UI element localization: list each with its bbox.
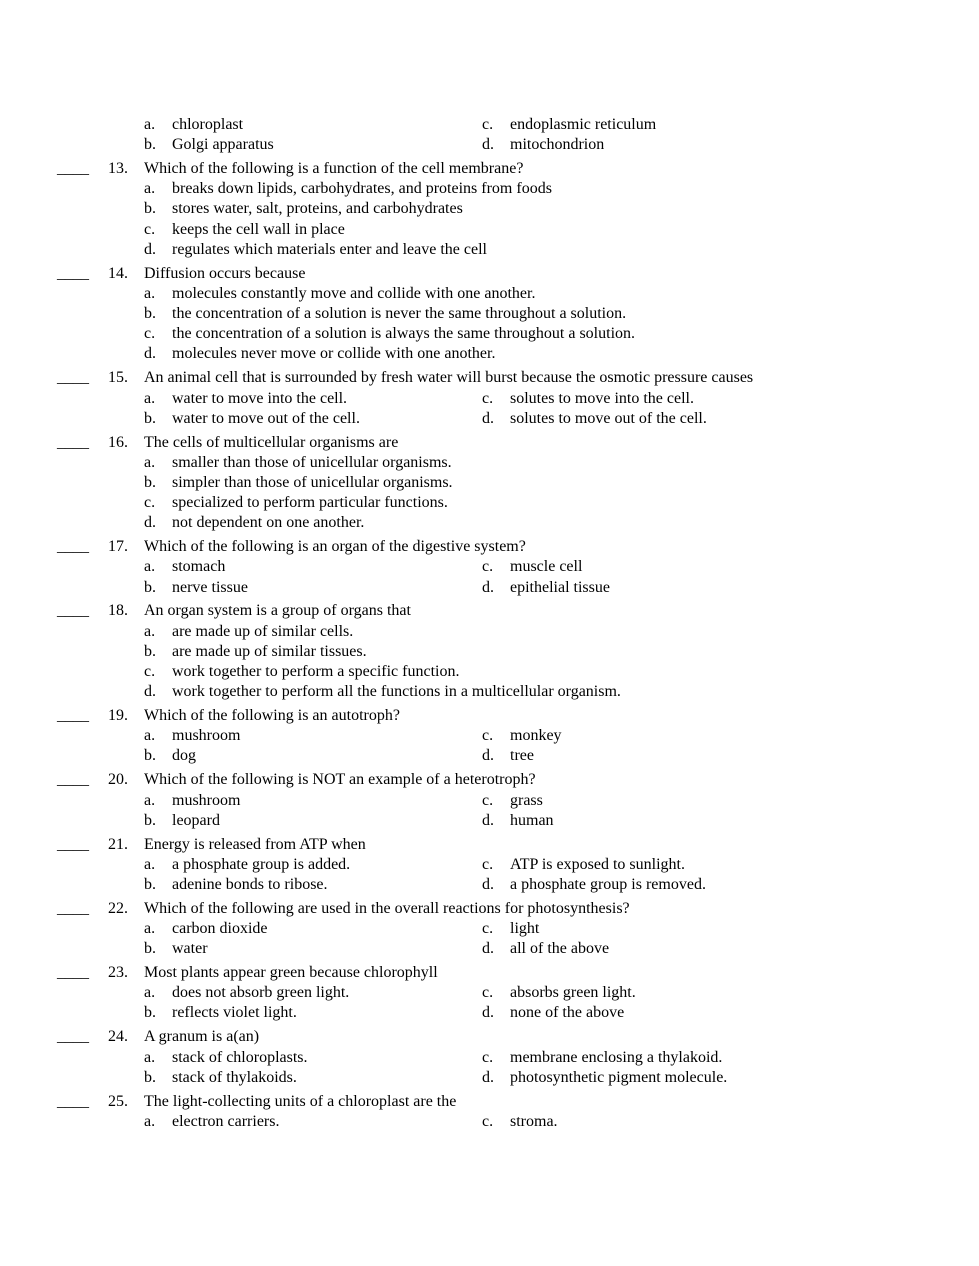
option-row — [0, 493, 979, 513]
option-text: water to move into the cell. — [172, 389, 348, 407]
option-letter: a. — [144, 180, 156, 198]
question-25 — [0, 1092, 979, 1112]
question-21 — [0, 835, 979, 855]
option-text: smaller than those of unicellular organisms. — [172, 453, 452, 471]
option-letter: a. — [144, 920, 156, 937]
question-number: 21. — [108, 835, 128, 853]
option-text: the concentration of a solution is never the same throughout a solution. — [172, 305, 627, 323]
question-stem: An organ system is a group of organs that — [144, 602, 411, 620]
option-row — [0, 409, 979, 429]
option-letter: d. — [482, 940, 494, 958]
option-letter: b. — [144, 200, 156, 218]
option-text: stack of thylakoids. — [172, 1068, 297, 1086]
option-text: mushroom — [172, 791, 241, 809]
option-letter: b. — [144, 409, 156, 427]
question-number: 16. — [108, 433, 128, 451]
question-stem: Which of the following are used in the overall reactions for photosynthesis? — [144, 899, 630, 917]
option-row — [0, 919, 979, 939]
option-text: stack of chloroplasts. — [172, 1048, 308, 1066]
option-text: leopard — [172, 811, 220, 829]
option-text: none of the above — [510, 1004, 625, 1022]
option-text: tree — [510, 747, 534, 765]
option-text: absorbs green light. — [510, 984, 636, 1002]
option-letter: b. — [144, 578, 156, 596]
question-18 — [0, 601, 979, 621]
question-stem: An animal cell that is surrounded by fresh water will burst because the osmotic pressure causes — [144, 369, 754, 387]
option-letter: a. — [144, 558, 156, 576]
question-22 — [0, 899, 979, 919]
option-letter: c. — [482, 1048, 494, 1066]
option-letter: a. — [144, 791, 156, 809]
option-letter: d. — [482, 409, 494, 427]
question-stem: Diffusion occurs because — [144, 264, 306, 282]
option-text: carbon dioxide — [172, 920, 268, 937]
option-row — [0, 642, 979, 662]
option-letter: b. — [144, 136, 156, 154]
option-text: does not absorb green light. — [172, 984, 350, 1002]
option-text: molecules constantly move and collide with one another. — [172, 284, 536, 302]
option-text: stomach — [172, 558, 226, 576]
question-number: 17. — [108, 538, 128, 556]
answer-blank[interactable]: ____ — [57, 835, 89, 853]
option-row — [0, 513, 979, 533]
option-letter: c. — [144, 325, 156, 343]
option-text: are made up of similar cells. — [172, 622, 354, 640]
option-letter: a. — [144, 389, 156, 407]
option-text: regulates which materials enter and leave the cell — [172, 240, 487, 258]
option-letter: a. — [144, 727, 156, 745]
option-text: breaks down lipids, carbohydrates, and proteins from foods — [172, 180, 552, 198]
option-letter: c. — [482, 984, 494, 1002]
option-row — [0, 135, 979, 155]
option-text: solutes to move out of the cell. — [510, 409, 707, 427]
answer-blank[interactable]: ____ — [57, 433, 89, 451]
option-row — [0, 1048, 979, 1068]
option-text: specialized to perform particular functions. — [172, 494, 448, 512]
question-number: 14. — [108, 264, 128, 282]
question-number: 25. — [108, 1092, 128, 1110]
option-letter: c. — [482, 1112, 494, 1130]
option-text: a phosphate group is added. — [172, 855, 351, 873]
question-stem: The light-collecting units of a chloroplast are the — [144, 1092, 457, 1110]
question-15 — [0, 368, 979, 388]
option-letter: b. — [144, 811, 156, 829]
option-row — [0, 284, 979, 304]
option-letter: d. — [482, 811, 494, 829]
option-row — [0, 473, 979, 493]
option-text: electron carriers. — [172, 1112, 280, 1130]
option-row — [0, 1112, 979, 1132]
option-letter: c. — [144, 494, 156, 512]
option-letter: b. — [144, 642, 156, 660]
option-letter: a. — [144, 1048, 156, 1066]
option-row — [0, 578, 979, 598]
question-number: 23. — [108, 964, 128, 982]
option-text: light — [510, 920, 540, 937]
answer-blank[interactable]: ____ — [57, 771, 89, 789]
answer-blank[interactable]: ____ — [57, 602, 89, 620]
question-16 — [0, 433, 979, 453]
option-row — [0, 240, 979, 260]
option-letter: b. — [144, 473, 156, 491]
option-letter: d. — [144, 345, 156, 363]
option-text: all of the above — [510, 940, 610, 958]
option-letter: b. — [144, 1004, 156, 1022]
option-row — [0, 662, 979, 682]
option-letter: a. — [144, 453, 156, 471]
option-text: molecules never move or collide with one another. — [172, 345, 496, 363]
option-row — [0, 939, 979, 959]
option-letter: c. — [482, 389, 494, 407]
option-letter: d. — [482, 1004, 494, 1022]
option-letter: b. — [144, 875, 156, 893]
option-letter: c. — [144, 220, 156, 238]
option-letter: a. — [144, 116, 156, 133]
option-row — [0, 1068, 979, 1088]
option-letter: c. — [482, 855, 494, 873]
option-text: monkey — [510, 727, 562, 745]
question-17 — [0, 537, 979, 557]
option-text: membrane enclosing a thylakoid. — [510, 1048, 723, 1066]
option-row — [0, 304, 979, 324]
option-row — [0, 622, 979, 642]
option-text: stroma. — [510, 1112, 558, 1130]
question-stem: Which of the following is a function of the cell membrane? — [144, 160, 524, 178]
question-number: 19. — [108, 707, 128, 725]
option-row — [0, 726, 979, 746]
answer-blank[interactable]: ____ — [57, 964, 89, 982]
option-letter: d. — [482, 875, 494, 893]
option-text: adenine bonds to ribose. — [172, 875, 328, 893]
answer-blank[interactable]: ____ — [57, 899, 89, 917]
option-letter: a. — [144, 984, 156, 1002]
answer-blank[interactable]: ____ — [57, 264, 89, 282]
option-letter: c. — [482, 920, 494, 937]
option-row — [0, 983, 979, 1003]
answer-blank[interactable]: ____ — [57, 707, 89, 725]
option-row — [0, 875, 979, 895]
answer-blank[interactable]: ____ — [57, 160, 89, 178]
question-stem: Which of the following is NOT an example of a heterotroph? — [144, 771, 536, 789]
question-stem: Which of the following is an organ of the digestive system? — [144, 538, 526, 556]
option-text: reflects violet light. — [172, 1004, 297, 1022]
option-letter: c. — [482, 791, 494, 809]
option-text: a phosphate group is removed. — [510, 875, 706, 893]
option-text: water — [172, 940, 208, 958]
option-text: grass — [510, 791, 543, 809]
answer-blank[interactable]: ____ — [57, 1092, 89, 1110]
option-letter: d. — [144, 514, 156, 532]
option-row — [0, 179, 979, 199]
option-text: mitochondrion — [510, 136, 605, 154]
option-row — [0, 344, 979, 364]
question-24 — [0, 1027, 979, 1047]
option-row — [0, 1003, 979, 1023]
option-text: the concentration of a solution is always the same throughout a solution. — [172, 325, 636, 343]
question-number: 22. — [108, 899, 128, 917]
option-text: keeps the cell wall in place — [172, 220, 345, 238]
option-letter: d. — [144, 240, 156, 258]
question-20 — [0, 770, 979, 790]
option-row — [0, 199, 979, 219]
option-text: stores water, salt, proteins, and carbohydrates — [172, 200, 463, 218]
option-text: work together to perform all the functions in a multicellular organism. — [172, 683, 621, 701]
option-letter: c. — [482, 727, 494, 745]
question-stem: Most plants appear green because chlorophyll — [144, 964, 438, 982]
option-letter: d. — [482, 747, 494, 765]
question-number: 13. — [108, 160, 128, 178]
option-row — [0, 453, 979, 473]
option-text: chloroplast — [172, 116, 244, 133]
option-text: photosynthetic pigment molecule. — [510, 1068, 728, 1086]
option-text: simpler than those of unicellular organisms. — [172, 473, 453, 491]
option-letter: b. — [144, 305, 156, 323]
option-row — [0, 682, 979, 702]
option-letter: b. — [144, 747, 156, 765]
option-row — [0, 557, 979, 577]
question-number: 20. — [108, 771, 128, 789]
option-text: epithelial tissue — [510, 578, 610, 596]
option-row — [0, 324, 979, 344]
question-number: 18. — [108, 602, 128, 620]
option-text: are made up of similar tissues. — [172, 642, 367, 660]
option-text: water to move out of the cell. — [172, 409, 360, 427]
question-number: 24. — [108, 1028, 128, 1046]
answer-blank[interactable]: ____ — [57, 538, 89, 556]
question-stem: The cells of multicellular organisms are — [144, 433, 399, 451]
option-text: human — [510, 811, 554, 829]
question-19 — [0, 706, 979, 726]
question-stem: Which of the following is an autotroph? — [144, 707, 400, 725]
option-row — [0, 746, 979, 766]
option-text: dog — [172, 747, 196, 765]
option-row — [0, 220, 979, 240]
option-letter: a. — [144, 284, 156, 302]
option-letter: d. — [482, 136, 494, 154]
option-letter: a. — [144, 1112, 156, 1130]
option-text: mushroom — [172, 727, 241, 745]
option-letter: b. — [144, 1068, 156, 1086]
question-13 — [0, 159, 979, 179]
option-letter: c. — [482, 558, 494, 576]
worksheet-page — [0, 115, 979, 1132]
option-row — [0, 389, 979, 409]
option-letter: d. — [482, 1068, 494, 1086]
option-letter: b. — [144, 940, 156, 958]
question-stem: Energy is released from ATP when — [144, 835, 366, 853]
option-row — [0, 791, 979, 811]
question-number: 15. — [108, 369, 128, 387]
option-row — [0, 855, 979, 875]
answer-blank[interactable]: ____ — [57, 369, 89, 387]
option-text: solutes to move into the cell. — [510, 389, 694, 407]
option-letter: d. — [144, 683, 156, 701]
option-letter: c. — [482, 116, 494, 133]
option-text: not dependent on one another. — [172, 514, 365, 532]
option-text: muscle cell — [510, 558, 583, 576]
option-letter: a. — [144, 622, 156, 640]
option-letter: d. — [482, 578, 494, 596]
option-letter: a. — [144, 855, 156, 873]
option-row — [0, 811, 979, 831]
option-text: endoplasmic reticulum — [510, 116, 657, 133]
question-14 — [0, 264, 979, 284]
answer-blank[interactable]: ____ — [57, 1028, 89, 1046]
question-23 — [0, 963, 979, 983]
option-text: Golgi apparatus — [172, 136, 274, 154]
option-row — [0, 115, 979, 135]
option-text: nerve tissue — [172, 578, 248, 596]
question-stem: A granum is a(an) — [144, 1028, 260, 1046]
option-letter: c. — [144, 663, 156, 680]
option-text: work together to perform a specific function. — [172, 663, 460, 680]
option-text: ATP is exposed to sunlight. — [510, 855, 685, 873]
